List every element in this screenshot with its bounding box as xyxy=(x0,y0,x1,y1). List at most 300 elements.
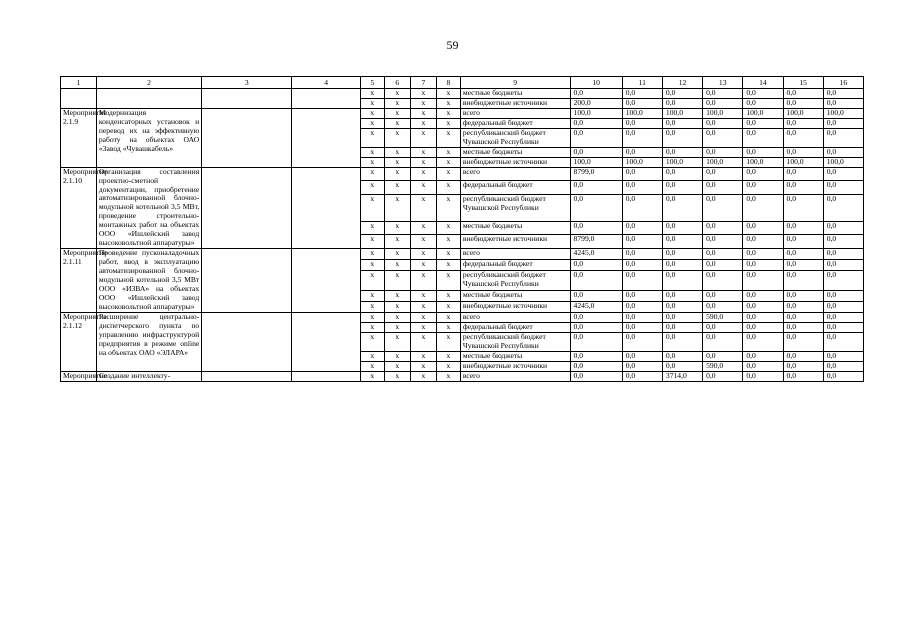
x-mark: х xyxy=(436,98,460,108)
amount-value: 0,0 xyxy=(570,221,622,235)
x-mark: х xyxy=(384,147,410,157)
funding-source: внебюджетные источники xyxy=(460,98,570,108)
amount-value: 0,0 xyxy=(570,181,622,195)
column-number: 14 xyxy=(743,77,783,89)
funding-source: федеральный бюджет xyxy=(460,322,570,332)
amount-value: 100,0 xyxy=(743,157,783,167)
amount-value: 0,0 xyxy=(703,259,743,270)
amount-value: 0,0 xyxy=(622,332,662,351)
table-row xyxy=(61,108,864,118)
amount-value: 3714,0 xyxy=(662,371,702,381)
amount-value: 0,0 xyxy=(662,235,702,249)
x-mark: х xyxy=(410,249,436,260)
x-mark: х xyxy=(410,108,436,118)
amount-value: 0,0 xyxy=(823,322,863,332)
amount-value: 0,0 xyxy=(703,128,743,147)
amount-value: 0,0 xyxy=(783,167,823,181)
column-number-row xyxy=(61,77,864,89)
amount-value: 0,0 xyxy=(743,312,783,322)
amount-value: 0,0 xyxy=(783,221,823,235)
amount-value: 0,0 xyxy=(703,221,743,235)
x-mark: х xyxy=(360,270,384,291)
column-number: 12 xyxy=(662,77,702,89)
funding-source: всего xyxy=(460,371,570,381)
amount-value: 590,0 xyxy=(703,312,743,322)
x-mark: х xyxy=(384,118,410,128)
x-mark: х xyxy=(436,89,460,99)
amount-value: 0,0 xyxy=(823,235,863,249)
amount-value: 8799,0 xyxy=(570,167,622,181)
amount-value: 0,0 xyxy=(622,128,662,147)
table-row xyxy=(61,167,864,181)
amount-value: 100,0 xyxy=(783,108,823,118)
measure-code: Мероприятие 2.1.12 xyxy=(61,312,97,371)
x-mark: х xyxy=(360,181,384,195)
amount-value: 0,0 xyxy=(783,235,823,249)
table-row xyxy=(61,312,864,322)
amount-value: 0,0 xyxy=(570,259,622,270)
amount-value: 0,0 xyxy=(783,147,823,157)
amount-value: 0,0 xyxy=(743,195,783,221)
amount-value: 0,0 xyxy=(743,332,783,351)
x-mark: х xyxy=(384,312,410,322)
column-4-cell xyxy=(292,371,360,381)
amount-value: 0,0 xyxy=(662,98,702,108)
amount-value: 100,0 xyxy=(662,108,702,118)
amount-value: 0,0 xyxy=(703,270,743,291)
x-mark: х xyxy=(436,181,460,195)
x-mark: х xyxy=(436,195,460,221)
amount-value: 0,0 xyxy=(703,195,743,221)
column-number: 10 xyxy=(570,77,622,89)
x-mark: х xyxy=(384,167,410,181)
x-mark: х xyxy=(384,351,410,361)
amount-value: 0,0 xyxy=(823,270,863,291)
x-mark: х xyxy=(384,259,410,270)
amount-value: 0,0 xyxy=(783,351,823,361)
amount-value: 0,0 xyxy=(823,89,863,99)
amount-value: 0,0 xyxy=(622,351,662,361)
x-mark: х xyxy=(436,270,460,291)
x-mark: х xyxy=(410,235,436,249)
x-mark: х xyxy=(384,98,410,108)
measure-name xyxy=(96,89,201,109)
x-mark: х xyxy=(360,312,384,322)
amount-value: 0,0 xyxy=(662,302,702,313)
amount-value: 0,0 xyxy=(743,235,783,249)
x-mark: х xyxy=(410,128,436,147)
funding-source: республиканский бюджет Чувашской Республики xyxy=(460,195,570,221)
column-3-cell xyxy=(202,108,292,167)
x-mark: х xyxy=(436,118,460,128)
amount-value: 0,0 xyxy=(703,235,743,249)
amount-value: 0,0 xyxy=(570,312,622,322)
x-mark: х xyxy=(360,361,384,371)
amount-value: 0,0 xyxy=(622,118,662,128)
amount-value: 0,0 xyxy=(743,147,783,157)
amount-value: 0,0 xyxy=(743,351,783,361)
amount-value: 0,0 xyxy=(783,291,823,302)
amount-value: 0,0 xyxy=(570,332,622,351)
amount-value: 100,0 xyxy=(622,157,662,167)
amount-value: 100,0 xyxy=(622,108,662,118)
amount-value: 0,0 xyxy=(823,98,863,108)
amount-value: 0,0 xyxy=(823,249,863,260)
column-number: 8 xyxy=(436,77,460,89)
column-number: 13 xyxy=(703,77,743,89)
amount-value: 0,0 xyxy=(743,221,783,235)
table-row xyxy=(61,371,864,381)
amount-value: 0,0 xyxy=(743,118,783,128)
measure-name: Проведение пусконаладочных работ, ввод в эксплуатацию автоматизированной блочно-модульной котельной 3,5 МВт ООО «ИЗВА» на объектах ООО «Ишлейский завод высоковольтной аппаратуры» xyxy=(96,249,201,313)
amount-value: 0,0 xyxy=(823,118,863,128)
amount-value: 0,0 xyxy=(743,167,783,181)
amount-value: 0,0 xyxy=(570,195,622,221)
amount-value: 0,0 xyxy=(662,167,702,181)
amount-value: 0,0 xyxy=(783,322,823,332)
amount-value: 0,0 xyxy=(622,322,662,332)
measure-name: Расширение центрально-диспетчерского пункта по управлению инфраструктурой предприятия в режиме online на объектах ОАО «ЭЛАРА» xyxy=(96,312,201,371)
amount-value: 0,0 xyxy=(783,249,823,260)
amount-value: 0,0 xyxy=(823,147,863,157)
funding-source: местные бюджеты xyxy=(460,147,570,157)
x-mark: х xyxy=(436,108,460,118)
x-mark: х xyxy=(436,235,460,249)
amount-value: 0,0 xyxy=(783,181,823,195)
funding-source: республиканский бюджет Чувашской Республики xyxy=(460,332,570,351)
amount-value: 0,0 xyxy=(622,291,662,302)
amount-value: 0,0 xyxy=(703,89,743,99)
amount-value: 0,0 xyxy=(570,128,622,147)
amount-value: 0,0 xyxy=(823,167,863,181)
page-number: 59 xyxy=(446,38,459,52)
measure-code: Мероприятие xyxy=(61,371,97,381)
x-mark: х xyxy=(360,332,384,351)
amount-value: 0,0 xyxy=(662,351,702,361)
amount-value: 0,0 xyxy=(783,98,823,108)
column-number: 5 xyxy=(360,77,384,89)
amount-value: 0,0 xyxy=(743,259,783,270)
amount-value: 100,0 xyxy=(703,157,743,167)
amount-value: 0,0 xyxy=(703,322,743,332)
amount-value: 0,0 xyxy=(823,351,863,361)
measure-code: Мероприятие 2.1.11 xyxy=(61,249,97,313)
amount-value: 0,0 xyxy=(662,361,702,371)
funding-source: местные бюджеты xyxy=(460,221,570,235)
amount-value: 0,0 xyxy=(570,89,622,99)
amount-value: 0,0 xyxy=(823,221,863,235)
amount-value: 0,0 xyxy=(823,181,863,195)
measure-code xyxy=(61,89,97,109)
amount-value: 0,0 xyxy=(703,147,743,157)
funding-source: местные бюджеты xyxy=(460,89,570,99)
column-number: 4 xyxy=(292,77,360,89)
amount-value: 100,0 xyxy=(570,108,622,118)
amount-value: 0,0 xyxy=(743,98,783,108)
amount-value: 0,0 xyxy=(570,270,622,291)
funding-source: федеральный бюджет xyxy=(460,181,570,195)
x-mark: х xyxy=(410,221,436,235)
amount-value: 0,0 xyxy=(662,128,702,147)
x-mark: х xyxy=(360,157,384,167)
amount-value: 100,0 xyxy=(570,157,622,167)
x-mark: х xyxy=(360,167,384,181)
funding-source: республиканский бюджет Чувашской Республики xyxy=(460,270,570,291)
x-mark: х xyxy=(384,157,410,167)
x-mark: х xyxy=(436,157,460,167)
x-mark: х xyxy=(360,118,384,128)
x-mark: х xyxy=(436,322,460,332)
amount-value: 100,0 xyxy=(662,157,702,167)
amount-value: 0,0 xyxy=(662,270,702,291)
funding-source: внебюджетные источники xyxy=(460,361,570,371)
amount-value: 0,0 xyxy=(662,181,702,195)
column-number: 15 xyxy=(783,77,823,89)
amount-value: 0,0 xyxy=(622,361,662,371)
column-number: 9 xyxy=(460,77,570,89)
column-number: 7 xyxy=(410,77,436,89)
column-number: 16 xyxy=(823,77,863,89)
amount-value: 0,0 xyxy=(703,371,743,381)
column-number: 1 xyxy=(61,77,97,89)
x-mark: х xyxy=(410,181,436,195)
x-mark: х xyxy=(360,98,384,108)
amount-value: 0,0 xyxy=(823,259,863,270)
funding-source: местные бюджеты xyxy=(460,291,570,302)
x-mark: х xyxy=(410,371,436,381)
x-mark: х xyxy=(410,147,436,157)
measure-name: Организация составления проектно-сметной документации, приобретение автоматизированной блочно-модульной котельной 3,5 МВт, проведение строительно-монтажных работ на объектах ООО «Ишлейский завод высоковольтной аппаратуры» xyxy=(96,167,201,249)
x-mark: х xyxy=(436,291,460,302)
x-mark: х xyxy=(384,249,410,260)
amount-value: 100,0 xyxy=(783,157,823,167)
amount-value: 0,0 xyxy=(783,195,823,221)
x-mark: х xyxy=(360,108,384,118)
funding-source: всего xyxy=(460,312,570,322)
x-mark: х xyxy=(360,195,384,221)
amount-value: 0,0 xyxy=(622,259,662,270)
x-mark: х xyxy=(410,270,436,291)
x-mark: х xyxy=(360,249,384,260)
x-mark: х xyxy=(436,302,460,313)
amount-value: 0,0 xyxy=(662,259,702,270)
amount-value: 0,0 xyxy=(662,118,702,128)
measure-code: Мероприятие 2.1.10 xyxy=(61,167,97,249)
amount-value: 0,0 xyxy=(783,128,823,147)
column-3-cell xyxy=(202,249,292,313)
amount-value: 0,0 xyxy=(570,322,622,332)
x-mark: х xyxy=(436,147,460,157)
x-mark: х xyxy=(410,167,436,181)
amount-value: 0,0 xyxy=(703,181,743,195)
column-3-cell xyxy=(202,371,292,381)
x-mark: х xyxy=(360,128,384,147)
table-body xyxy=(61,89,864,382)
column-4-cell xyxy=(292,108,360,167)
amount-value: 0,0 xyxy=(743,181,783,195)
x-mark: х xyxy=(436,128,460,147)
amount-value: 0,0 xyxy=(703,118,743,128)
amount-value: 0,0 xyxy=(743,322,783,332)
amount-value: 4245,0 xyxy=(570,302,622,313)
amount-value: 0,0 xyxy=(783,118,823,128)
funding-source: внебюджетные источники xyxy=(460,235,570,249)
amount-value: 0,0 xyxy=(823,302,863,313)
funding-source: всего xyxy=(460,249,570,260)
amount-value: 100,0 xyxy=(823,157,863,167)
x-mark: х xyxy=(410,98,436,108)
amount-value: 0,0 xyxy=(622,98,662,108)
amount-value: 0,0 xyxy=(622,302,662,313)
x-mark: х xyxy=(384,322,410,332)
x-mark: х xyxy=(436,371,460,381)
column-4-cell xyxy=(292,167,360,249)
amount-value: 0,0 xyxy=(622,147,662,157)
funding-source: внебюджетные источники xyxy=(460,302,570,313)
x-mark: х xyxy=(410,332,436,351)
funding-source: всего xyxy=(460,108,570,118)
amount-value: 0,0 xyxy=(783,312,823,322)
funding-source: федеральный бюджет xyxy=(460,259,570,270)
x-mark: х xyxy=(384,181,410,195)
funding-source: федеральный бюджет xyxy=(460,118,570,128)
amount-value: 0,0 xyxy=(622,312,662,322)
funding-table xyxy=(60,76,864,382)
amount-value: 0,0 xyxy=(622,221,662,235)
amount-value: 0,0 xyxy=(622,270,662,291)
column-number: 6 xyxy=(384,77,410,89)
x-mark: х xyxy=(410,302,436,313)
amount-value: 0,0 xyxy=(783,332,823,351)
amount-value: 0,0 xyxy=(570,118,622,128)
amount-value: 0,0 xyxy=(703,167,743,181)
amount-value: 100,0 xyxy=(703,108,743,118)
x-mark: х xyxy=(360,89,384,99)
amount-value: 0,0 xyxy=(662,291,702,302)
x-mark: х xyxy=(384,108,410,118)
column-4-cell xyxy=(292,312,360,371)
funding-source: республиканский бюджет Чувашской Республики xyxy=(460,128,570,147)
amount-value: 0,0 xyxy=(743,302,783,313)
column-number: 2 xyxy=(96,77,201,89)
amount-value: 590,0 xyxy=(703,361,743,371)
table-row xyxy=(61,89,864,99)
amount-value: 0,0 xyxy=(703,291,743,302)
amount-value: 8799,0 xyxy=(570,235,622,249)
amount-value: 0,0 xyxy=(570,361,622,371)
amount-value: 0,0 xyxy=(743,128,783,147)
amount-value: 0,0 xyxy=(743,270,783,291)
x-mark: х xyxy=(410,118,436,128)
amount-value: 0,0 xyxy=(622,167,662,181)
amount-value: 0,0 xyxy=(823,371,863,381)
amount-value: 0,0 xyxy=(570,291,622,302)
amount-value: 100,0 xyxy=(743,108,783,118)
x-mark: х xyxy=(384,302,410,313)
amount-value: 0,0 xyxy=(622,195,662,221)
x-mark: х xyxy=(410,89,436,99)
column-4-cell xyxy=(292,89,360,109)
amount-value: 0,0 xyxy=(622,249,662,260)
table-row xyxy=(61,249,864,260)
amount-value: 0,0 xyxy=(662,312,702,322)
funding-source: всего xyxy=(460,167,570,181)
x-mark: х xyxy=(436,249,460,260)
x-mark: х xyxy=(436,332,460,351)
amount-value: 0,0 xyxy=(662,332,702,351)
amount-value: 0,0 xyxy=(783,270,823,291)
amount-value: 0,0 xyxy=(783,361,823,371)
amount-value: 0,0 xyxy=(823,361,863,371)
amount-value: 0,0 xyxy=(823,128,863,147)
amount-value: 0,0 xyxy=(662,322,702,332)
amount-value: 0,0 xyxy=(823,195,863,221)
amount-value: 0,0 xyxy=(743,291,783,302)
x-mark: х xyxy=(410,312,436,322)
amount-value: 100,0 xyxy=(823,108,863,118)
x-mark: х xyxy=(384,235,410,249)
column-number: 11 xyxy=(622,77,662,89)
x-mark: х xyxy=(384,361,410,371)
amount-value: 0,0 xyxy=(622,181,662,195)
amount-value: 0,0 xyxy=(783,89,823,99)
amount-value: 0,0 xyxy=(823,332,863,351)
x-mark: х xyxy=(384,89,410,99)
measure-code: Мероприятие 2.1.9 xyxy=(61,108,97,167)
amount-value: 0,0 xyxy=(662,147,702,157)
x-mark: х xyxy=(436,312,460,322)
column-3-cell xyxy=(202,89,292,109)
x-mark: х xyxy=(436,351,460,361)
amount-value: 0,0 xyxy=(743,371,783,381)
x-mark: х xyxy=(384,291,410,302)
amount-value: 0,0 xyxy=(570,351,622,361)
amount-value: 0,0 xyxy=(743,89,783,99)
column-number: 3 xyxy=(202,77,292,89)
column-3-cell xyxy=(202,312,292,371)
amount-value: 0,0 xyxy=(783,302,823,313)
amount-value: 0,0 xyxy=(703,302,743,313)
x-mark: х xyxy=(410,291,436,302)
x-mark: х xyxy=(436,167,460,181)
amount-value: 0,0 xyxy=(823,291,863,302)
funding-source: местные бюджеты xyxy=(460,351,570,361)
x-mark: х xyxy=(410,259,436,270)
x-mark: х xyxy=(360,221,384,235)
amount-value: 0,0 xyxy=(570,147,622,157)
amount-value: 0,0 xyxy=(743,249,783,260)
x-mark: х xyxy=(384,195,410,221)
amount-value: 200,0 xyxy=(570,98,622,108)
amount-value: 0,0 xyxy=(783,259,823,270)
x-mark: х xyxy=(360,235,384,249)
x-mark: х xyxy=(384,371,410,381)
amount-value: 4245,0 xyxy=(570,249,622,260)
amount-value: 0,0 xyxy=(703,98,743,108)
column-3-cell xyxy=(202,167,292,249)
amount-value: 0,0 xyxy=(743,361,783,371)
x-mark: х xyxy=(360,302,384,313)
amount-value: 0,0 xyxy=(703,351,743,361)
x-mark: х xyxy=(384,332,410,351)
x-mark: х xyxy=(436,361,460,371)
amount-value: 0,0 xyxy=(662,221,702,235)
x-mark: х xyxy=(410,195,436,221)
x-mark: х xyxy=(384,128,410,147)
x-mark: х xyxy=(410,351,436,361)
amount-value: 0,0 xyxy=(783,371,823,381)
x-mark: х xyxy=(436,259,460,270)
